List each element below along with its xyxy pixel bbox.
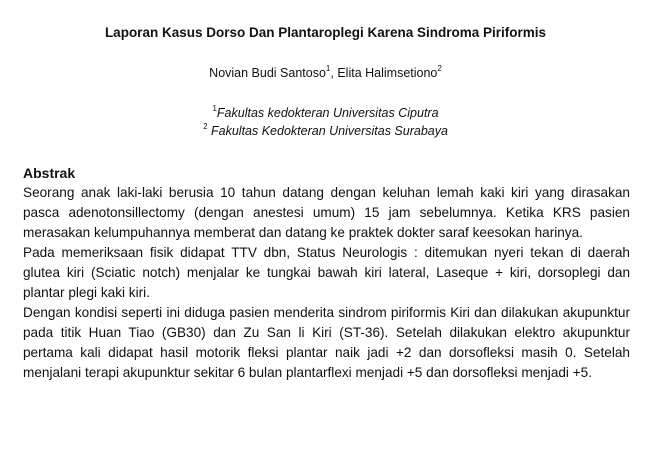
author-affiliation-marker: 1 (325, 63, 331, 73)
author-name: Novian Budi Santoso (209, 66, 326, 80)
affiliation-marker: 1 (212, 103, 217, 113)
paper-title: Laporan Kasus Dorso Dan Plantaroplegi Karena Sindroma Piriformis (104, 25, 547, 40)
abstract-body (23, 183, 630, 383)
author-separator: , (330, 66, 338, 80)
affiliation-name: Fakultas kedokteran Universitas Ciputra (216, 106, 439, 120)
abstract-paragraph: Dengan kondisi seperti ini diduga pasien menderita sindrom piriformis Kiri dan dilakukan akupunktur pada titik Huan Tiao (GB30) dan Zu San li Kiri (ST-36). Setelah dilakukan elektro akupunktur pertama kali didapat hasil motorik fleksi plantar naik jadi +2 dan dorsofleksi masih 0. Setelah menjalani terapi akupunktur sekitar 6 bulan plantarflexi menjadi +5 dan dorsofleksi menjadi +5. (23, 305, 630, 380)
author-line (0, 65, 651, 81)
affiliation-2 (0, 123, 651, 139)
affiliation-marker: 2 (203, 121, 208, 131)
author-affiliation-marker: 2 (437, 63, 442, 73)
abstract-paragraph: Seorang anak laki-laki berusia 10 tahun datang dengan keluhan lemah kaki kiri yang dirasakan pasca adenotonsillectomy (dengan anestesi umum) 15 jam sebelumnya. Ketika KRS pasien merasakan kelumpuhannya memberat dan datang ke praktek dokter saraf keesokan harinya. (23, 185, 630, 240)
affiliation-1 (0, 105, 651, 121)
abstract-heading: Abstrak (23, 165, 76, 181)
affiliation-name: Fakultas Kedokteran Universitas Surabaya (211, 124, 448, 138)
author-name: Elita Halimsetiono (337, 66, 438, 80)
abstract-paragraph: Pada memeriksaan fisik didapat TTV dbn, Status Neurologis : ditemukan nyeri tekan di daerah glutea kiri (Sciatic notch) menjalar ke tungkai bawah kiri lateral, Laseque + kiri, dorsoplegi dan plantar plegi kaki kiri. (23, 245, 630, 300)
